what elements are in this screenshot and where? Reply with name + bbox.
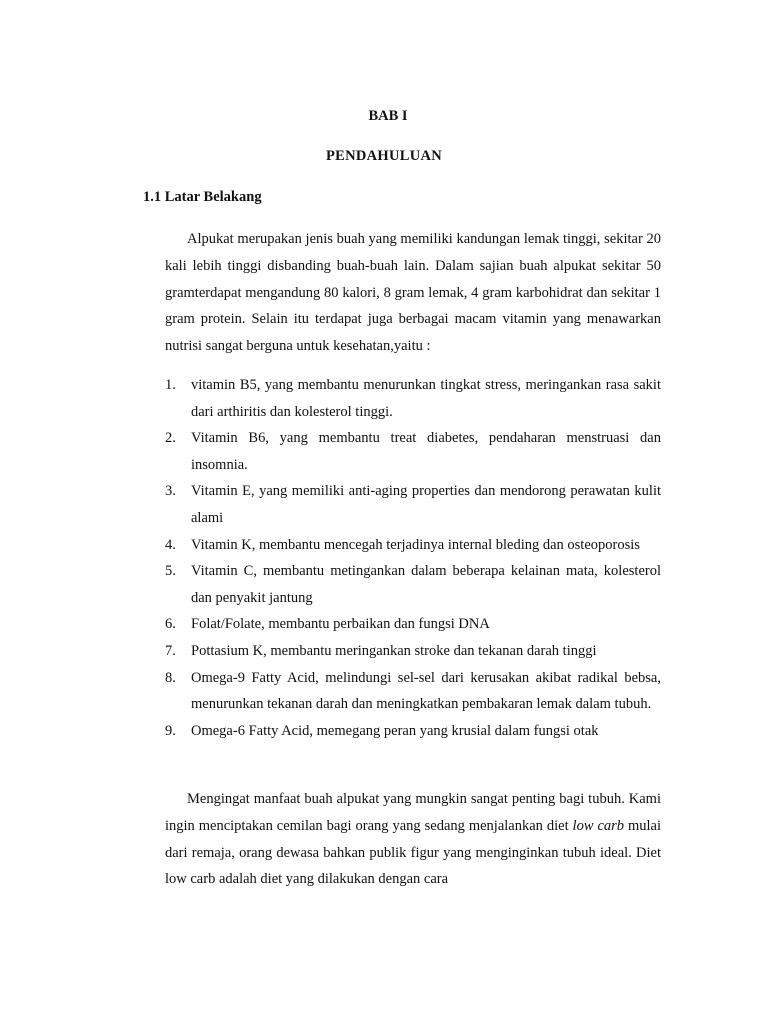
list-item-text: Vitamin C, membantu metingankan dalam beberapa kelainan mata, kolesterol dan penyakit jantung: [191, 563, 661, 606]
section-heading: 1.1 Latar Belakang: [143, 189, 262, 205]
list-item: [165, 478, 661, 531]
list-item: [165, 558, 661, 611]
list-item: [165, 611, 661, 638]
intro-paragraph: [165, 226, 661, 360]
list-item: [165, 718, 661, 745]
vitamin-list: [165, 372, 661, 744]
list-item-text: Vitamin B6, yang membantu treat diabetes, pendaharan menstruasi dan insomnia.: [191, 430, 661, 473]
chapter-number: BAB I: [368, 108, 408, 124]
list-item-text: Vitamin K, membantu mencegah terjadinya internal bleding dan osteoporosis: [191, 536, 640, 553]
list-item-text: Pottasium K, membantu meringankan stroke dan tekanan darah tinggi: [191, 642, 597, 659]
list-item-number: 6.: [165, 616, 176, 633]
list-item-number: 4.: [165, 536, 176, 553]
closing-paragraph-text-2: mulai dari remaja, orang dewasa bahkan publik figur yang menginginkan tubuh ideal. Diet low carb adalah diet yang dilakukan dengan cara: [165, 817, 661, 888]
list-item-text: vitamin B5, yang membantu menurunkan tingkat stress, meringankan rasa sakit dari arthiritis dan kolesterol tinggi.: [191, 377, 661, 420]
list-item-text: Omega-6 Fatty Acid, memegang peran yang krusial dalam fungsi otak: [191, 722, 599, 739]
list-item: [165, 425, 661, 478]
list-item-text: Folat/Folate, membantu perbaikan dan fungsi DNA: [191, 616, 490, 633]
list-item: [165, 372, 661, 425]
list-item-number: 3.: [165, 483, 176, 500]
list-item-text: Omega-9 Fatty Acid, melindungi sel-sel dari kerusakan akibat radikal bebsa, menurunkan tekanan darah dan meningkatkan pembakaran lemak dalam tubuh.: [191, 669, 661, 713]
closing-paragraph-italic: low carb: [572, 817, 625, 834]
closing-paragraph: [165, 786, 661, 893]
list-item-number: 8.: [165, 669, 176, 686]
list-item: [165, 638, 661, 665]
list-item: [165, 532, 661, 559]
list-item-number: 5.: [165, 563, 176, 580]
list-item-number: 2.: [165, 430, 176, 447]
list-item-number: 1.: [165, 377, 176, 393]
list-item: [165, 665, 661, 718]
chapter-title: PENDAHULUAN: [325, 148, 443, 164]
list-item-number: 7.: [165, 642, 176, 659]
closing-paragraph-text-1: Mengingat manfaat buah alpukat yang mungkin sangat penting bagi tubuh. Kami ingin menciptakan cemilan bagi orang yang sedang menjalankan diet: [165, 791, 661, 834]
intro-paragraph-text: Alpukat merupakan jenis buah yang memiliki kandungan lemak tinggi, sekitar 20 kali lebih tinggi disbanding buah-buah lain. Dalam sajian buah alpukat sekitar 50 gramterdapat mengandung 80 kalori, 8 gram lemak, 4 gram karbohidrat dan sekitar 1 gram protein. Selain itu terdapat juga berbagai macam vitamin yang menawarkan nutrisi sangat berguna untuk kesehatan,yaitu :: [165, 231, 661, 355]
list-item-text: Vitamin E, yang memiliki anti-aging properties dan mendorong perawatan kulit alami: [191, 483, 661, 526]
list-item-number: 9.: [165, 722, 176, 739]
